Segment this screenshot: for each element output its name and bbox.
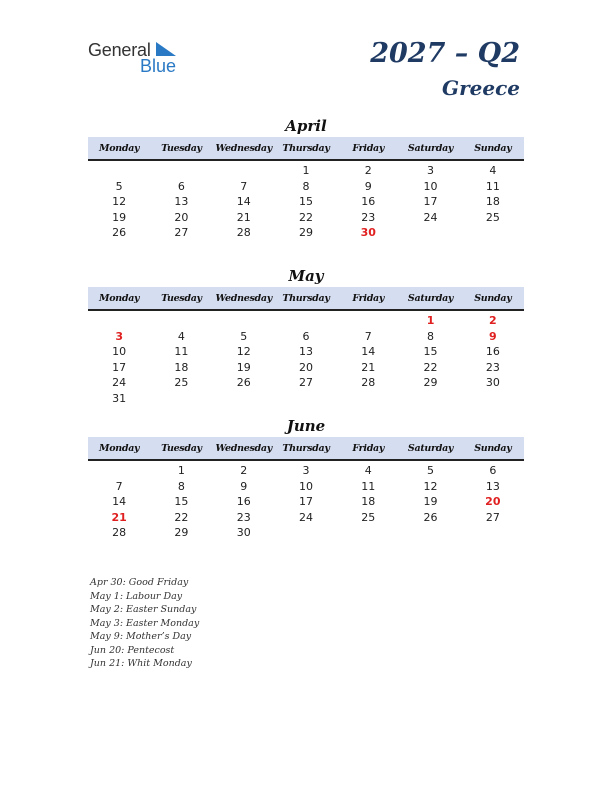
page-title: 2027 – Q2 (370, 38, 520, 69)
day-cell: 20 (485, 495, 501, 509)
month-title: April (285, 117, 327, 135)
day-cell: 30 (360, 226, 376, 240)
day-cell: 29 (298, 226, 313, 240)
day-cell: 8 (302, 179, 310, 193)
day-cell: 1 (302, 164, 310, 178)
weekday-label: Sunday (474, 442, 512, 454)
day-cell: 31 (112, 391, 127, 405)
day-cell: 18 (174, 360, 189, 374)
day-cell: 16 (361, 195, 376, 209)
day-cell: 21 (236, 210, 251, 224)
holiday-note: May 1: Labour Day (90, 590, 183, 602)
holiday-note: May 9: Mother’s Day (90, 631, 192, 642)
weekday-label: Thursday (282, 442, 330, 454)
day-cell: 25 (361, 510, 376, 524)
weekday-label: Thursday (282, 292, 330, 304)
weekday-label: Tuesday (161, 442, 202, 454)
day-cell: 12 (423, 479, 438, 493)
holiday-notes (90, 576, 199, 671)
day-cell: 3 (302, 464, 310, 478)
week-row (88, 375, 524, 391)
weekday-label: Saturday (407, 142, 454, 154)
day-cell: 1 (177, 464, 185, 478)
week-row (88, 494, 524, 510)
holiday-note: May 2: Easter Sunday (90, 604, 197, 615)
weekday-header (88, 287, 524, 311)
day-cell: 7 (115, 479, 123, 493)
weekday-label: Friday (352, 442, 385, 454)
day-cell: 20 (174, 210, 189, 224)
day-cell: 30 (236, 526, 251, 540)
day-cell: 23 (485, 360, 500, 374)
week-row (88, 225, 524, 241)
weekday-label: Saturday (407, 442, 454, 454)
day-cell: 17 (423, 195, 438, 209)
brand-logo (88, 40, 188, 76)
week-row (88, 479, 524, 495)
day-cell: 14 (112, 495, 127, 509)
day-cell: 13 (485, 479, 500, 493)
month-april (88, 116, 524, 241)
day-cell: 26 (112, 226, 127, 240)
week-row (88, 344, 524, 360)
day-cell: 19 (423, 495, 438, 509)
day-cell: 6 (302, 329, 310, 343)
day-cell: 18 (485, 195, 500, 209)
day-cell: 16 (485, 345, 500, 359)
day-cell: 24 (298, 510, 313, 524)
day-cell: 9 (364, 179, 372, 193)
day-cell: 19 (112, 210, 127, 224)
holiday-note: May 3: Easter Monday (90, 617, 200, 629)
day-cell: 25 (174, 376, 189, 390)
month-june (88, 416, 524, 541)
day-cell: 1 (426, 314, 435, 328)
day-cell: 14 (361, 345, 376, 359)
weekday-label: Saturday (407, 292, 454, 304)
day-cell: 2 (364, 164, 372, 178)
week-row (88, 525, 524, 541)
day-cell: 25 (485, 210, 500, 224)
day-cell: 9 (489, 329, 497, 343)
week-row (88, 329, 524, 345)
day-cell: 17 (298, 495, 313, 509)
month-title: June (286, 417, 326, 435)
weekday-label: Wednesday (215, 142, 272, 154)
day-cell: 9 (240, 479, 248, 493)
day-cell: 3 (115, 329, 123, 343)
day-cell: 21 (111, 510, 127, 524)
day-cell: 27 (174, 226, 189, 240)
day-cell: 3 (427, 164, 435, 178)
holiday-note: Jun 20: Pentecost (90, 644, 175, 656)
day-cell: 20 (298, 360, 313, 374)
day-cell: 10 (112, 345, 127, 359)
day-cell: 15 (423, 345, 438, 359)
month-may (88, 266, 524, 406)
day-cell: 14 (236, 195, 251, 209)
day-cell: 6 (177, 179, 185, 193)
weekday-label: Friday (352, 292, 385, 304)
weekday-label: Tuesday (161, 292, 202, 304)
day-cell: 11 (174, 345, 189, 359)
month-title: May (288, 267, 324, 285)
day-cell: 22 (298, 210, 313, 224)
day-cell: 15 (298, 195, 313, 209)
day-cell: 10 (423, 179, 438, 193)
logo-text-general: General (88, 40, 151, 60)
day-cell: 26 (423, 510, 438, 524)
day-cell: 2 (240, 464, 248, 478)
day-cell: 29 (423, 376, 438, 390)
weekday-label: Wednesday (215, 292, 272, 304)
week-row (88, 391, 524, 407)
day-cell: 19 (236, 360, 251, 374)
day-cell: 12 (112, 195, 127, 209)
day-cell: 7 (364, 329, 372, 343)
day-cell: 17 (112, 360, 127, 374)
day-cell: 28 (361, 376, 376, 390)
week-row (88, 179, 524, 195)
day-cell: 22 (174, 510, 189, 524)
day-cell: 28 (236, 226, 251, 240)
weekday-header (88, 137, 524, 161)
week-row (88, 163, 524, 179)
weekday-header (88, 437, 524, 461)
day-cell: 10 (298, 479, 313, 493)
day-cell: 16 (236, 495, 251, 509)
day-cell: 23 (236, 510, 251, 524)
weekday-label: Sunday (474, 292, 512, 304)
week-row (88, 210, 524, 226)
weekday-label: Monday (99, 142, 140, 154)
week-row (88, 313, 524, 329)
day-cell: 5 (115, 179, 123, 193)
weekday-label: Monday (99, 292, 140, 304)
calendar-grid (88, 463, 524, 541)
day-cell: 11 (485, 179, 500, 193)
day-cell: 27 (298, 376, 313, 390)
day-cell: 13 (174, 195, 189, 209)
weekday-label: Wednesday (215, 442, 272, 454)
weekday-label: Thursday (282, 142, 330, 154)
day-cell: 28 (112, 526, 127, 540)
week-row (88, 360, 524, 376)
day-cell: 8 (177, 479, 185, 493)
day-cell: 22 (423, 360, 438, 374)
day-cell: 24 (423, 210, 438, 224)
weekday-label: Monday (99, 442, 140, 454)
day-cell: 11 (361, 479, 376, 493)
holiday-note: Apr 30: Good Friday (90, 577, 189, 588)
day-cell: 15 (174, 495, 189, 509)
day-cell: 2 (489, 314, 497, 328)
day-cell: 30 (485, 376, 500, 390)
day-cell: 23 (361, 210, 376, 224)
week-row (88, 510, 524, 526)
day-cell: 24 (112, 376, 127, 390)
day-cell: 4 (364, 464, 372, 478)
week-row (88, 194, 524, 210)
day-cell: 7 (240, 179, 248, 193)
calendar-grid (88, 163, 524, 241)
day-cell: 26 (236, 376, 251, 390)
weekday-label: Tuesday (161, 142, 202, 154)
day-cell: 5 (427, 464, 435, 478)
country-name: Greece (442, 76, 520, 100)
day-cell: 8 (427, 329, 435, 343)
day-cell: 12 (236, 345, 251, 359)
weekday-label: Sunday (474, 142, 512, 154)
holiday-note: Jun 21: Whit Monday (90, 658, 192, 669)
day-cell: 21 (361, 360, 376, 374)
day-cell: 29 (174, 526, 189, 540)
week-row (88, 463, 524, 479)
day-cell: 4 (489, 164, 497, 178)
logo-text-blue: Blue (140, 56, 177, 76)
day-cell: 27 (485, 510, 500, 524)
day-cell: 5 (240, 329, 248, 343)
day-cell: 18 (361, 495, 376, 509)
day-cell: 6 (489, 464, 497, 478)
calendar-grid (88, 313, 524, 406)
day-cell: 13 (298, 345, 313, 359)
day-cell: 4 (177, 329, 185, 343)
weekday-label: Friday (352, 142, 385, 154)
